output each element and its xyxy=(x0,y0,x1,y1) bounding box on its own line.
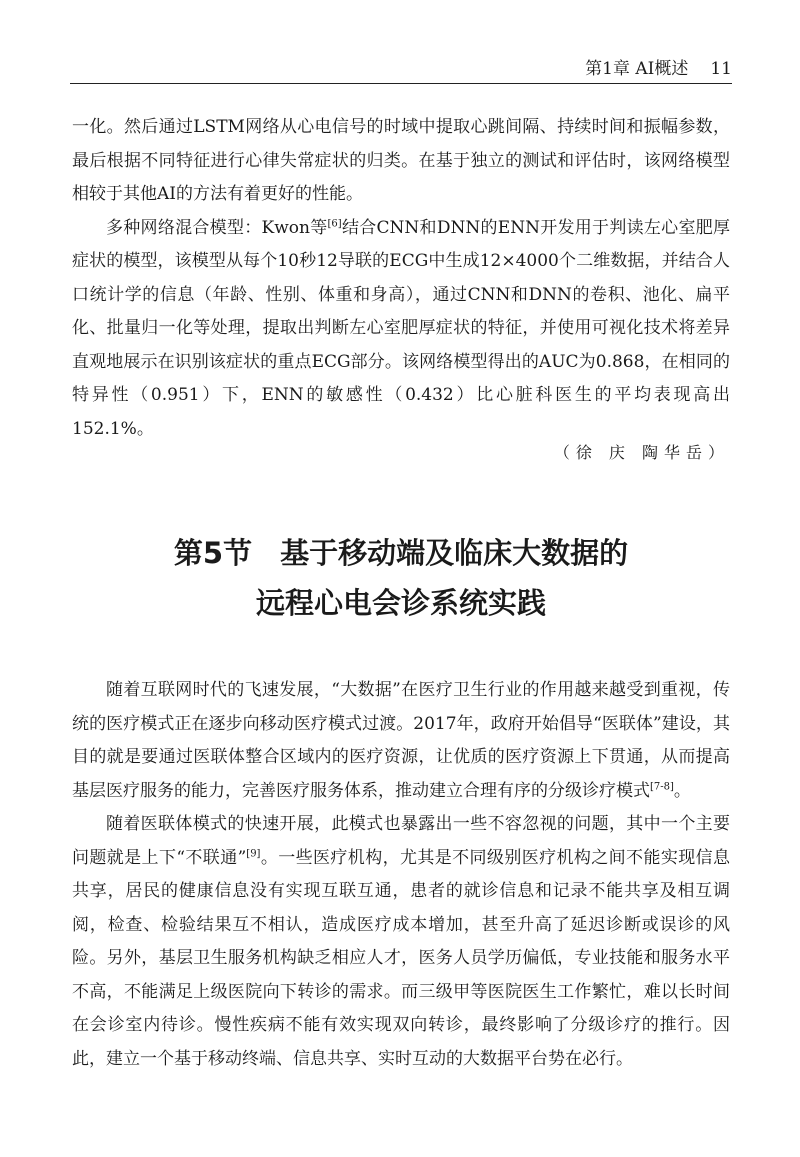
paragraph-text: 随着互联网时代的飞速发展，“大数据”在医疗卫生行业的作用越来越受到重视，传统的医疗模式正在逐步向移动医疗模式过渡。2017年，政府开始倡导“医联体”建设，其目的就是要通过医联体整合区域内的医疗资源，让优质的医疗资源上下贯通，从而提高基层医疗服务的能力，完善医疗服务体系，推动建立合理有序的分级诊疗模式 xyxy=(72,680,730,801)
section-number: 第5节 xyxy=(173,536,253,570)
body-text-bottom xyxy=(72,674,730,1076)
page-number: 11 xyxy=(710,59,732,79)
paragraph-text: 多种网络混合模型：Kwon等 xyxy=(106,217,328,238)
section-heading-line2: 远程心电会诊系统实践 xyxy=(255,586,546,620)
body-text-top xyxy=(72,111,730,446)
section-heading xyxy=(72,528,730,628)
citation-ref: [6] xyxy=(327,217,342,229)
author-signature: （徐 庆 陶华岳） xyxy=(553,443,730,462)
paragraph-text: 结合CNN和DNN的ENN开发用于判读左心室肥厚症状的模型，该模型从每个10秒12导联的ECG中生成12×4000个二维数据，并结合人口统计学的信息（年龄、性别、体重和身高），通过CNN和DNN的卷积、池化、扁平化、批量归一化等处理，提取出判断左心室肥厚症状的特征，并使用可视化技术将差异直观地展示在识别该症状的重点ECG部分。该网络模型得出的AUC为0.868，在相同的特异性（0.951）下，ENN的敏感性（0.432）比心脏科医生的平均表现高出152.1%。 xyxy=(72,217,731,439)
section-title-text: 基于移动端及临床大数据的 xyxy=(280,536,629,570)
citation-ref: [9] xyxy=(246,847,261,859)
running-header xyxy=(70,48,732,84)
paragraph xyxy=(72,674,730,808)
section-heading-line1 xyxy=(72,528,730,578)
chapter-title: 第1章 AI概述 xyxy=(585,59,689,79)
paragraph-text: 随着医联体模式的快速开展，此模式也暴露出一些不容忽视的问题，其中一个主要问题就是上下“不联通” xyxy=(72,814,730,868)
paragraph xyxy=(72,212,730,447)
paragraph xyxy=(72,808,730,1076)
paragraph: 一化。然后通过LSTM网络从心电信号的时域中提取心跳间隔、持续时间和振幅参数，最后根据不同特征进行心律失常症状的归类。在基于独立的测试和评估时，该网络模型相较于其他AI的方法有着更好的性能。 xyxy=(72,117,730,204)
paragraph-text: 。一些医疗机构，尤其是不同级别医疗机构之间不能实现信息共享，居民的健康信息没有实现互联互通，患者的就诊信息和记录不能共享及相互调阅，检查、检验结果互不相认，造成医疗成本增加，甚至升高了延迟诊断或误诊的风险。另外，基层卫生服务机构缺乏相应人才，医务人员学历偏低，专业技能和服务水平不高，不能满足上级医院向下转诊的需求。而三级甲等医院医生工作繁忙，难以长时间在会诊室内待诊。慢性疾病不能有效实现双向转诊，最终影响了分级诊疗的推行。因此，建立一个基于移动终端、信息共享、实时互动的大数据平台势在必行。 xyxy=(72,847,731,1069)
citation-ref: [7-8] xyxy=(650,780,674,792)
paragraph-text: 。 xyxy=(673,780,691,801)
